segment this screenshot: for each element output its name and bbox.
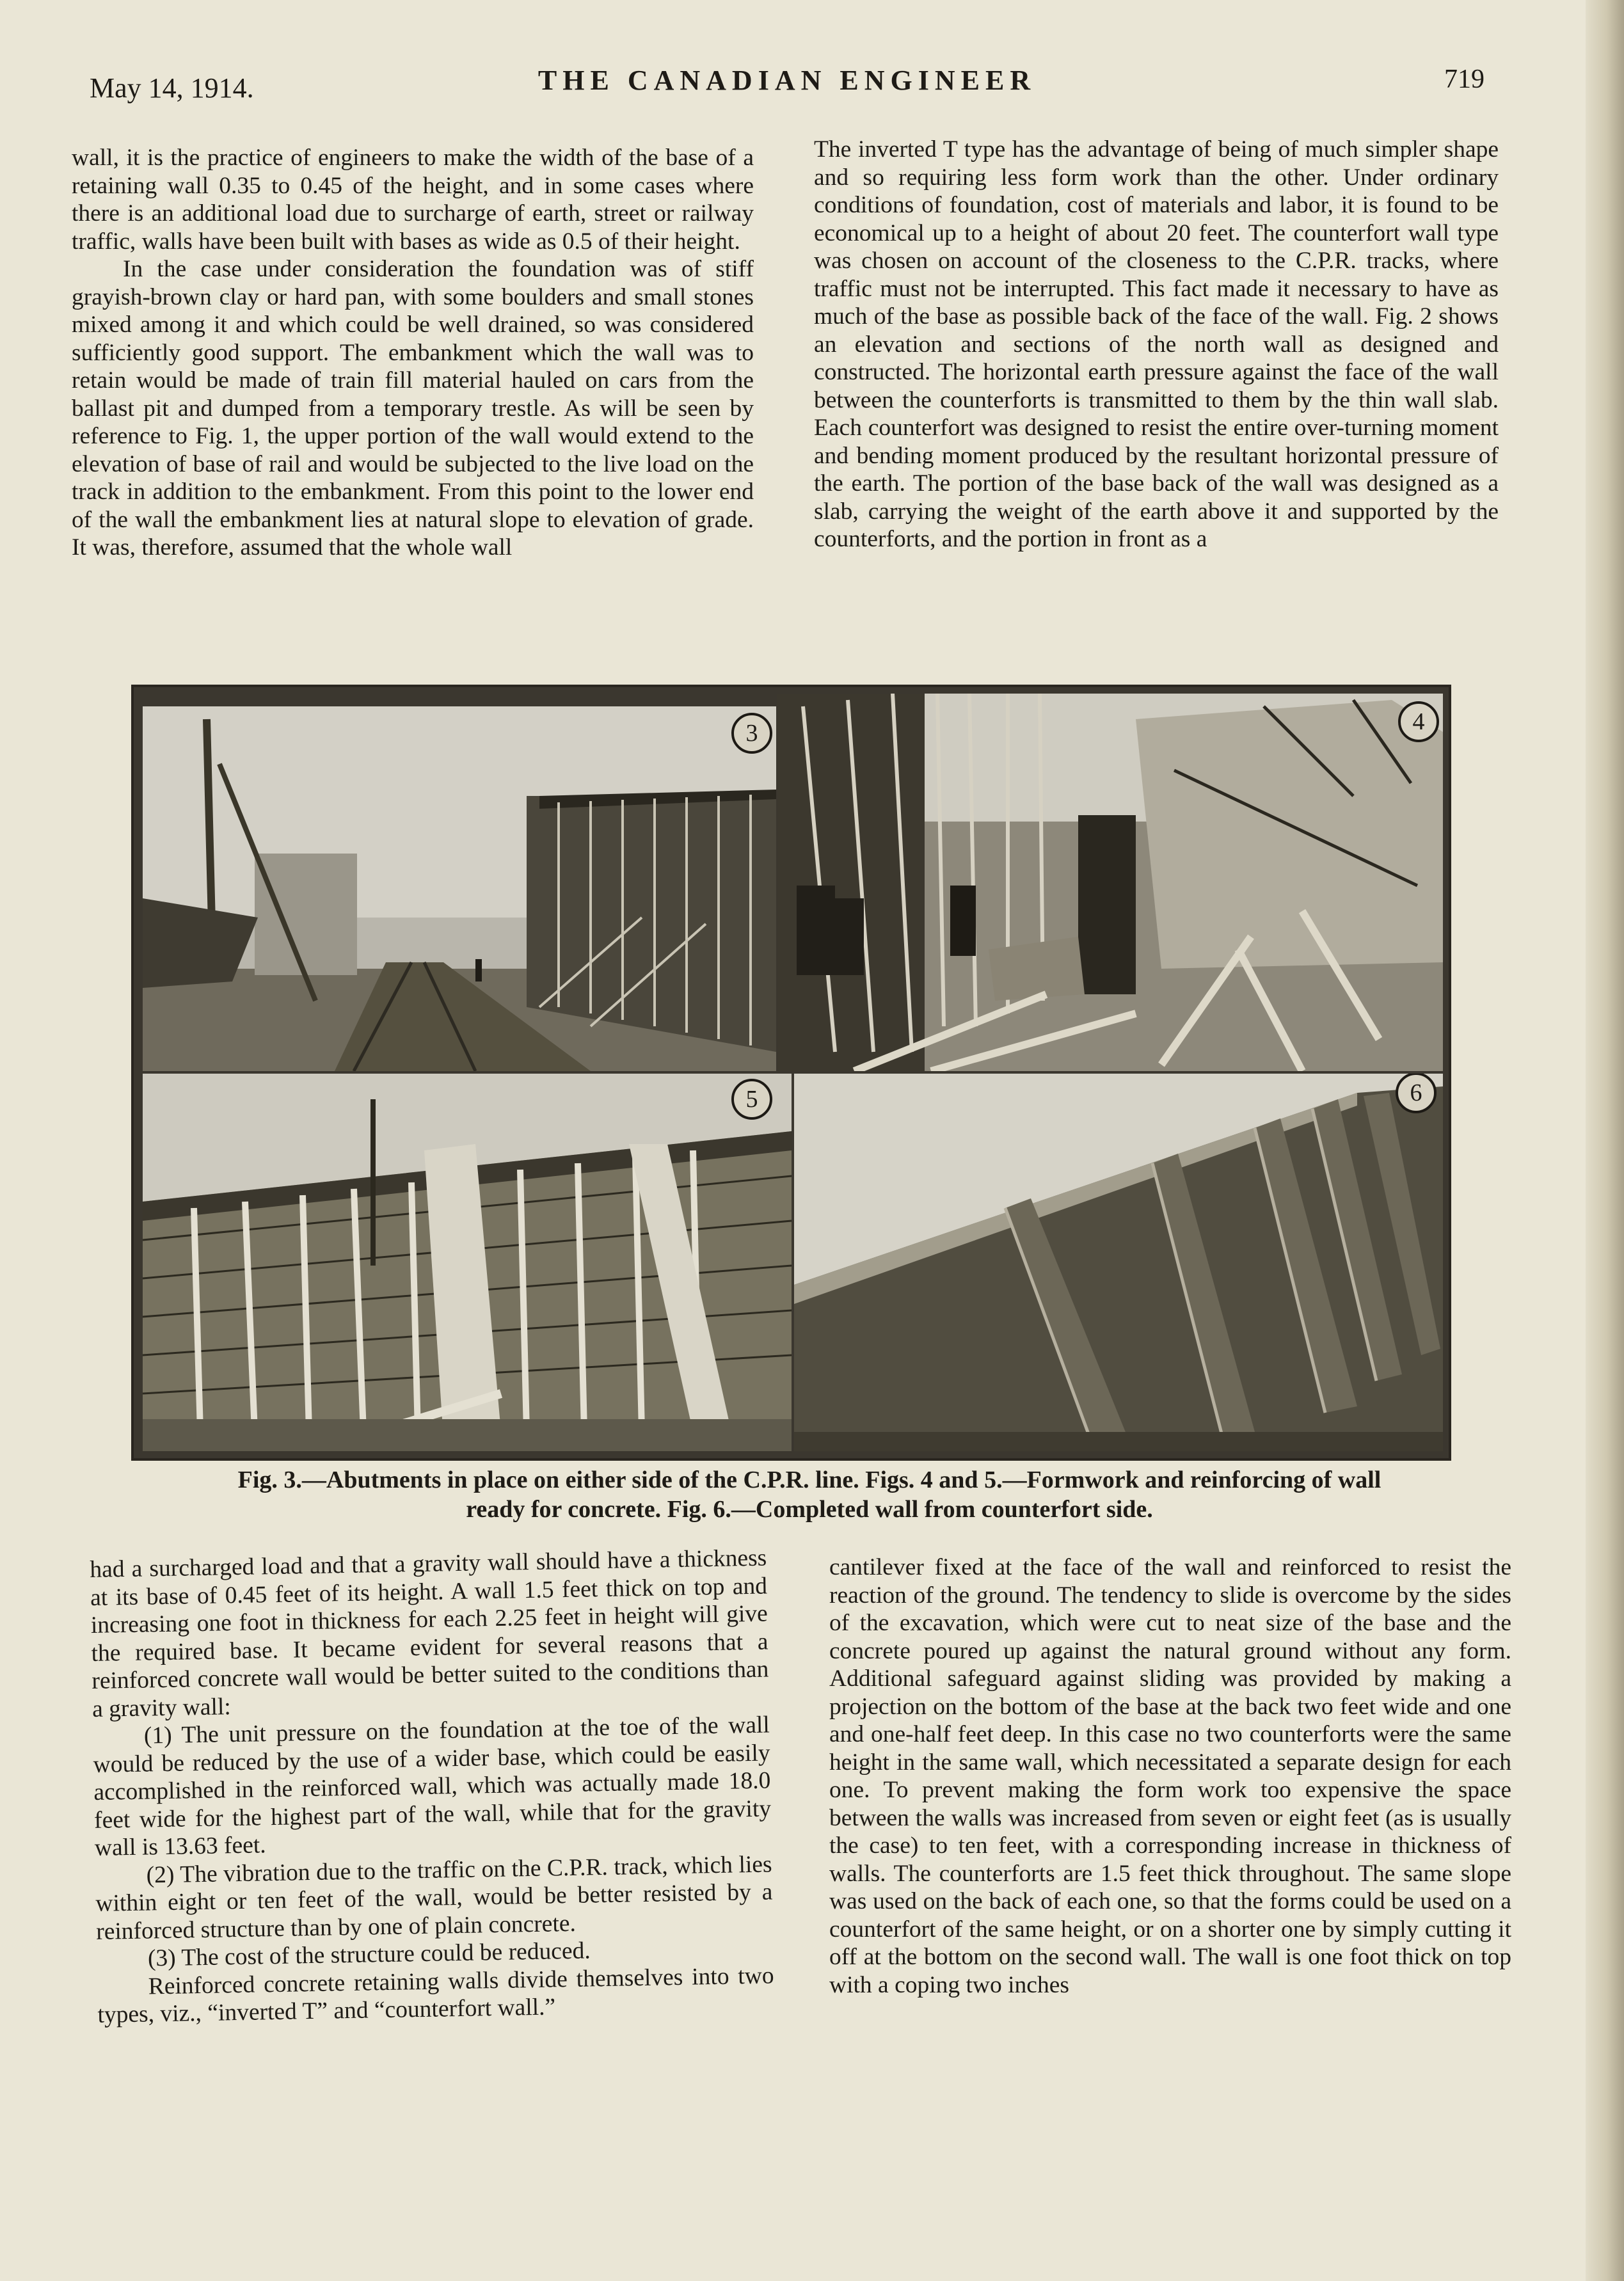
paragraph: The inverted T type has the advantage of being of much simpler shape and so requiring less form work than the other. Under ordinary conditions of foundation, cost of materials and labor, it is found to be economical up to a height of about 20 feet. The counterfort wall type was chosen on account of the closeness to the C.P.R. tracks, where traffic must not be interrupted. This fact made it necessary to have as much of the base as possible back of the face of the wall. Fig. 2 shows an elevation and sections of the north wall as designed and constructed. The horizontal earth pressure against the face of the wall between the counterforts is transmitted to them by the thin wall slab. Each counterfort was designed to resist the entire over-turning moment and bending moment produced by the resultant horizontal pressure of the earth. The portion of the base back of the wall was designed as a slab, carrying the weight of the earth above it and supported by the counterforts, and the portion in front as a — [814, 136, 1499, 552]
photo-fig-3-abutments — [143, 706, 776, 1071]
list-item: (1) The unit pressure on the foundation at the toe of the wall would be reduced by the use of a wider base, which could be easily accomplished in the reinforced wall, which was actually made 18.0 feet wide for the highest part of the wall, while that for the gravity wall is 13.63 feet. — [93, 1712, 772, 1861]
figure-caption-line-2: ready for concrete. Fig. 6.—Completed wall from counterfort side. — [466, 1496, 1153, 1523]
paragraph: cantilever fixed at the face of the wall and reinforced to resist the reaction of the ground. The tendency to slide is overcome by the sides of the excavation, which were cut to neat size of the base and the concrete poured up against the natural ground without any form. Additional safeguard against sliding was provided by making a projection on the bottom of the base at the back two feet wide and one and one-half feet deep. In this case no two counterforts were the same height in the same wall, which necessitated a separate design for each one. To prevent making the form work too expensive the space between the walls was increased from seven or eight feet (as is usually the case) to ten feet, with a corresponding increase in thickness of walls. The counterforts are 1.5 feet thick throughout. The same slope was used on the back of each one, so that the forms could be used on a counterfort of the same height, or on a shorter one by simply cutting it off at the bottom on the second wall. The wall is one foot thick on top with a coping two inches — [829, 1554, 1511, 1998]
photo-fig-5-image — [143, 1074, 792, 1451]
issue-date: May 14, 1914. — [90, 72, 254, 104]
page-edge — [1586, 0, 1624, 2281]
photo-fig-4-formwork — [777, 694, 1443, 1071]
list-item: (3) The cost of the structure could be reduced. — [147, 1937, 591, 1972]
photo-fig-5-reinforcing — [143, 1074, 792, 1451]
photo-fig-6-completed-wall — [794, 1074, 1443, 1451]
journal-title: THE CANADIAN ENGINEER — [537, 65, 1037, 96]
paragraph: Reinforced concrete retaining walls divide themselves into two types, viz., “inverted T” and “counterfort wall.” — [97, 1962, 774, 2028]
figure-caption-line-1: Fig. 3.—Abutments in place on either side of the C.P.R. line. Figs. 4 and 5.—Formwork and reinforcing of wall — [237, 1466, 1381, 1493]
figure-photo-grid — [131, 685, 1451, 1461]
figure-label-4: 4 — [1398, 701, 1439, 742]
text-column-top-right — [814, 136, 1499, 553]
paragraph: had a surcharged load and that a gravity wall should have a thickness at its base of 0.45 feet of its height. A wall 1.5 feet thick on top and increasing one foot in thickness for each 2.25 feet in height will give the required base. It became evident for several reasons that a reinforced concrete wall would be better suited to the conditions than a gravity wall: — [90, 1545, 769, 1722]
paragraph: In the case under consideration the foundation was of stiff grayish-brown clay or hard pan, with some boulders and small stones mixed among it and which could be well drained, so was considered sufficiently good support. The embankment which the wall was to retain would be made of train fill material hauled on cars from the ballast pit and dumped from a temporary trestle. As will be seen by reference to Fig. 1, the upper portion of the wall would extend to the elevation of base of rail and would be subjected to the live load on the track in addition to the embankment. From this point to the lower end of the wall the embankment lies at natural slope to elevation of grade. It was, therefore, assumed that the whole wall — [72, 256, 754, 560]
figure-label-5: 5 — [731, 1079, 772, 1120]
photo-fig-3-image — [143, 706, 776, 1071]
page-number: 719 — [1444, 65, 1485, 94]
photo-fig-6-image — [794, 1074, 1443, 1451]
figure-label-3: 3 — [731, 713, 772, 754]
text-column-top-left — [72, 144, 754, 562]
photo-fig-4-image — [777, 694, 1443, 1071]
list-item: (2) The vibration due to the traffic on the C.P.R. track, which lies within eight or ten feet of the wall, would be better resisted by a reinforced structure than by one of plain concrete. — [95, 1850, 773, 1945]
text-column-bottom-right — [829, 1554, 1511, 1999]
paragraph: wall, it is the practice of engineers to make the width of the base of a retaining wall 0.35 to 0.45 of the height, and in some cases where there is an additional load due to surcharge of earth, street or railway traffic, walls have been built with bases as wide as 0.5 of their height. — [72, 145, 754, 255]
text-column-bottom-left — [90, 1545, 775, 2030]
figure-caption — [128, 1465, 1491, 1524]
page-header — [90, 64, 1485, 115]
figure-label-6: 6 — [1396, 1074, 1437, 1113]
